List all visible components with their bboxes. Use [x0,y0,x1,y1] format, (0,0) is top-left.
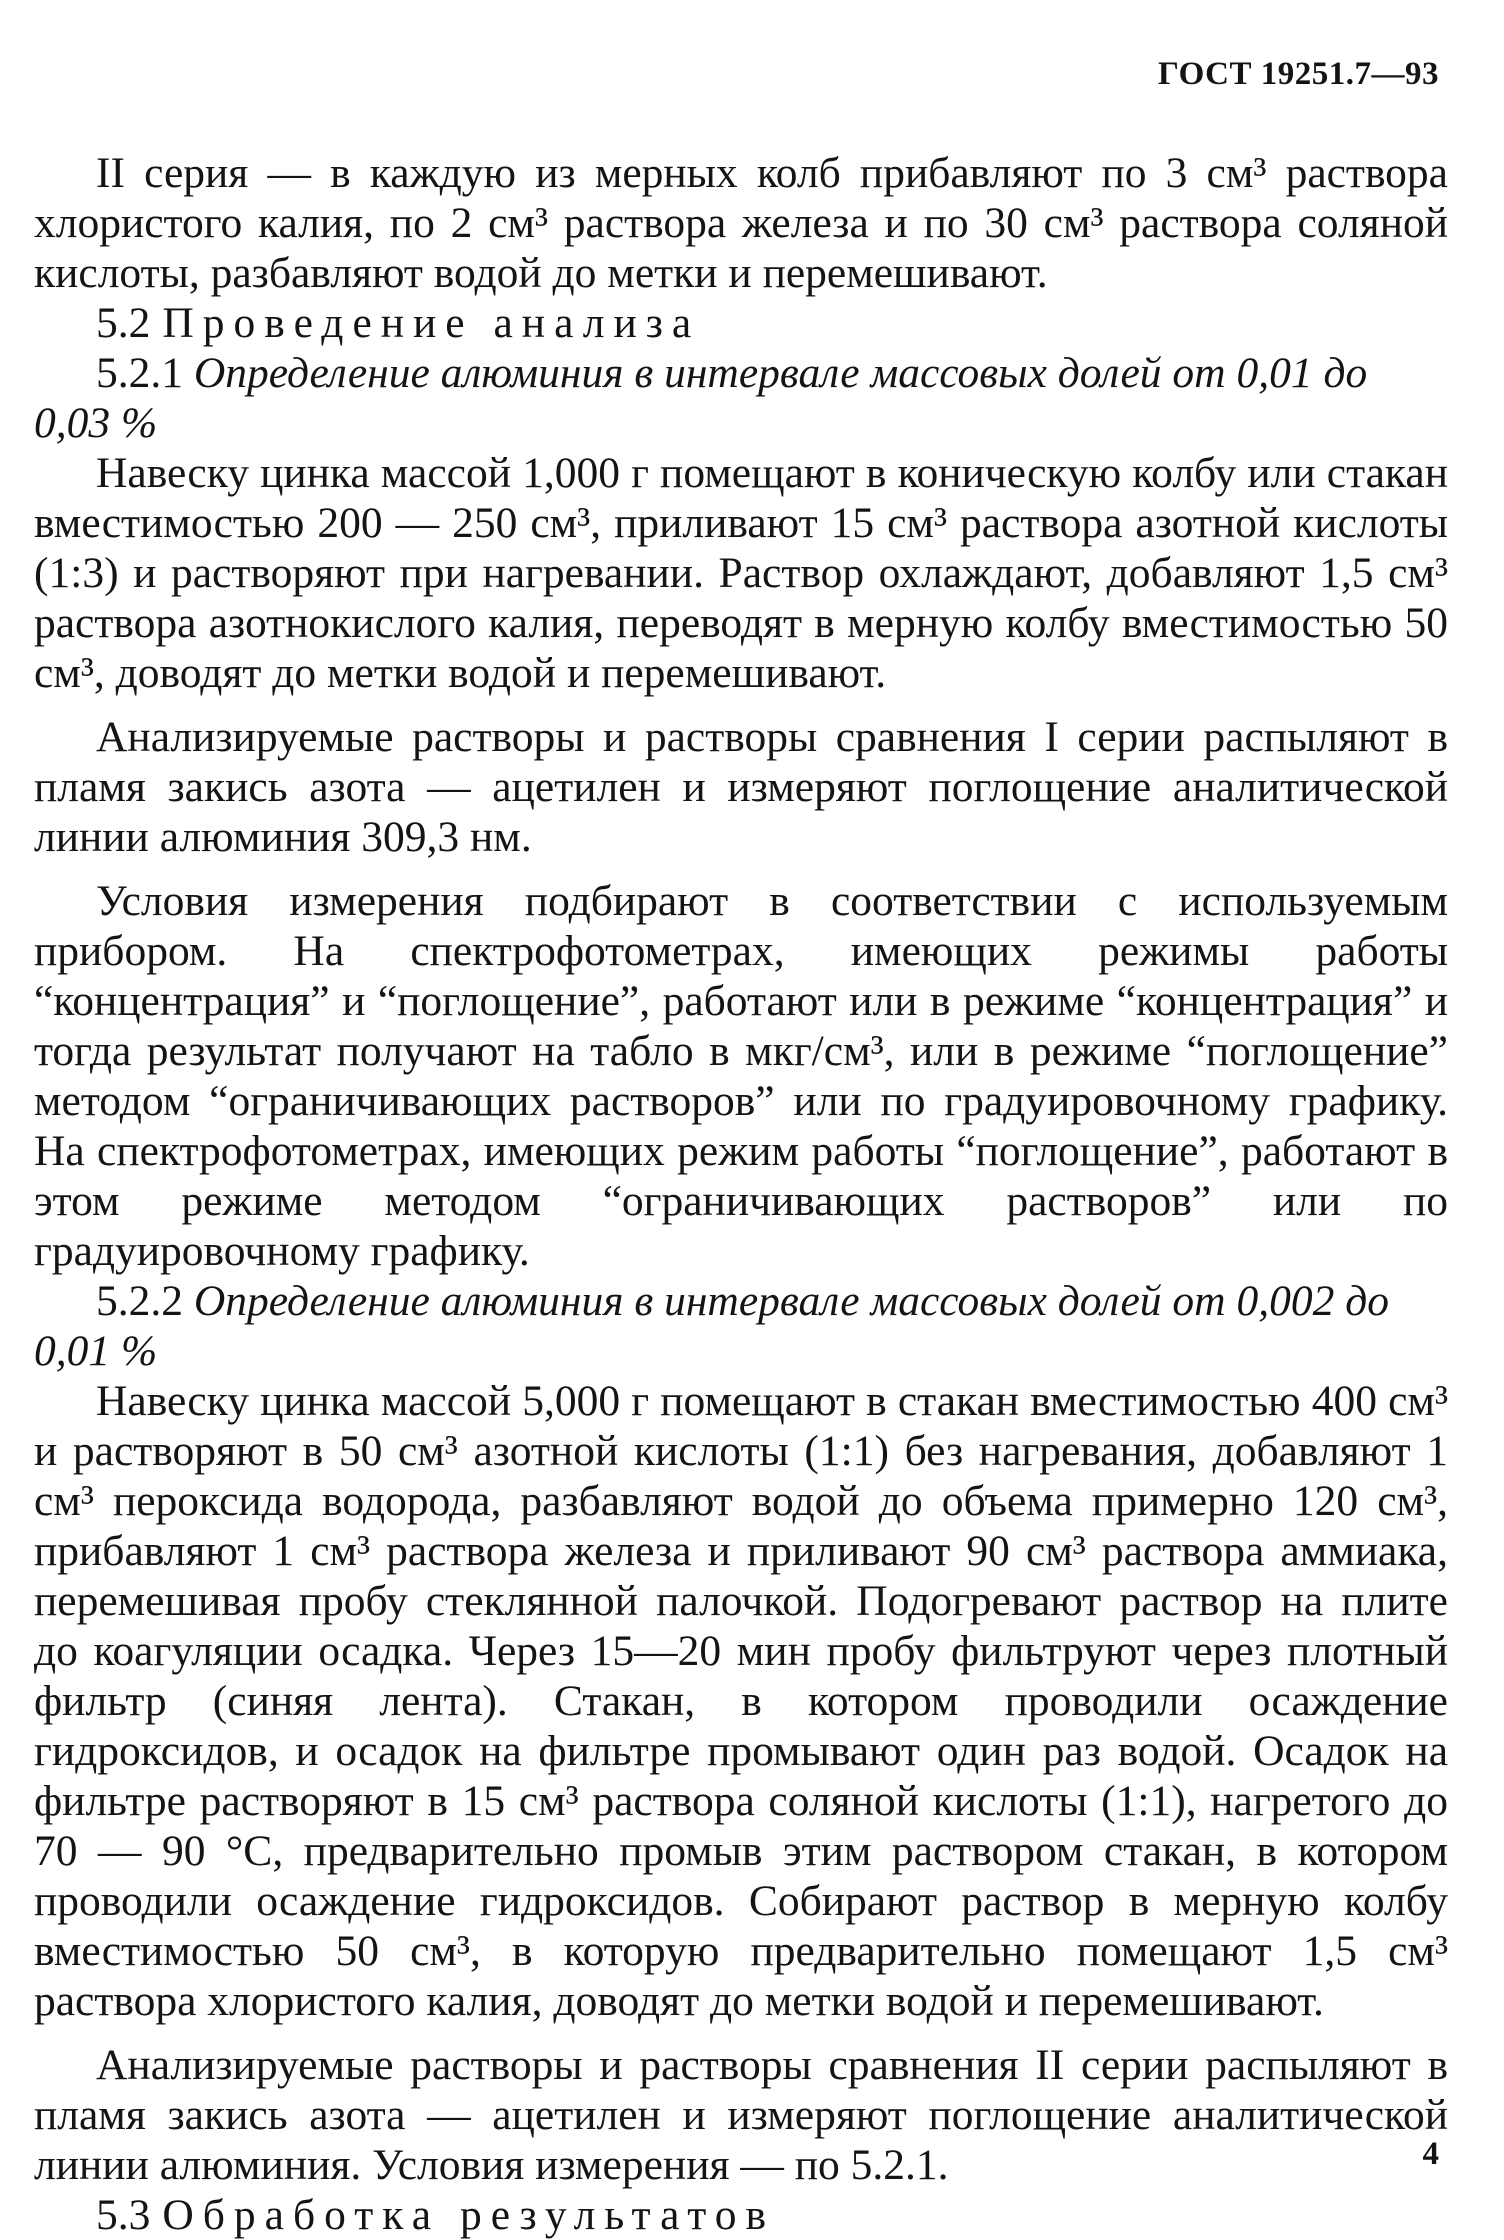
paragraph-sample-prep-1: Навеску цинка массой 1,000 г помещают в коническую колбу или стакан вместимостью 200 — 250 см³, приливают 15 см³ раствора азотной кислоты (1:3) и растворяют при нагревании. Раствор охлаждают, добавляют 1,5 см³ раствора азотнокислого калия, переводят в мерную колбу вместимостью 50 см³, доводят до метки водой и перемешивают. [34,449,1448,697]
section-heading-5-3 [34,2190,1448,2240]
subsection-number: 5.2.2 [96,1277,183,1325]
paragraph-sample-prep-2: Навеску цинка массой 5,000 г помещают в стакан вместимостью 400 см³ и растворяют в 50 см³ азотной кислоты (1:1) без нагревания, добавляют 1 см³ пероксида водорода, разбавляют водой до объема примерно 120 см³, прибавляют 1 см³ раствора железа и приливают 90 см³ раствора аммиака, перемешивая пробу стеклянной палочкой. Подогревают раствор на плите до коагуляции осадка. Через 15—20 мин пробу фильтруют через плотный фильтр (синяя лента). Стакан, в котором проводили осаждение гидроксидов, и осадок на фильтре промывают один раз водой. Осадок на фильтре растворяют в 15 см³ раствора соляной кислоты (1:1), нагретого до 70 — 90 °С, предварительно промыв этим раствором стакан, в котором проводили осаждение гидроксидов. Собирают раствор в мерную колбу вместимостью 50 см³, в которую предварительно помещают 1,5 см³ раствора хлористого калия, доводят до метки водой и перемешивают. [34,1377,1448,2025]
section-title: Проведение анализа [162,299,701,347]
section-heading-5-2 [34,298,1448,348]
subsection-title: Определение алюминия в интервале массовых долей от 0,01 до 0,03 % [34,349,1368,447]
subsection-heading-5-2-2 [34,1276,1448,1376]
subsection-title: Определение алюминия в интервале массовых долей от 0,002 до 0,01 % [34,1277,1389,1375]
document-header: ГОСТ 19251.7—93 [1157,56,1439,92]
subsection-heading-5-2-1 [34,348,1448,448]
document-body [34,148,1448,2240]
page-number: 4 [1422,2136,1439,2172]
section-number: 5.2 [96,299,151,347]
paragraph-series-2: II серия — в каждую из мерных колб прибавляют по 3 см³ раствора хлористого калия, по 2 см³ раствора железа и по 30 см³ раствора соляной кислоты, разбавляют водой до метки и перемешивают. [34,149,1448,297]
paragraph-measurement-conditions: Условия измерения подбирают в соответствии с используемым прибором. На спектрофотометрах, имеющих режимы работы “концентрация” и “поглощение”, работают или в режиме “концентрация” и тогда результат получают на табло в мкг/см³, или в режиме “поглощение” методом “ограничивающих растворов” или по градуировочному графику. На спектрофотометрах, имеющих режим работы “поглощение”, работают в этом режиме методом “ограничивающих растворов” или по градуировочному графику. [34,877,1448,1275]
paragraph-spraying-2: Анализируемые растворы и растворы сравнения II серии распыляют в пламя закись азота — ацетилен и измеряют поглощение аналитической линии алюминия. Условия измерения — по 5.2.1. [34,2041,1448,2189]
section-number: 5.3 [96,2191,151,2239]
section-title: Обработка результатов [162,2191,775,2239]
subsection-number: 5.2.1 [96,349,183,397]
paragraph-spraying-1: Анализируемые растворы и растворы сравнения I серии распыляют в пламя закись азота — ацетилен и измеряют поглощение аналитической линии алюминия 309,3 нм. [34,713,1448,861]
